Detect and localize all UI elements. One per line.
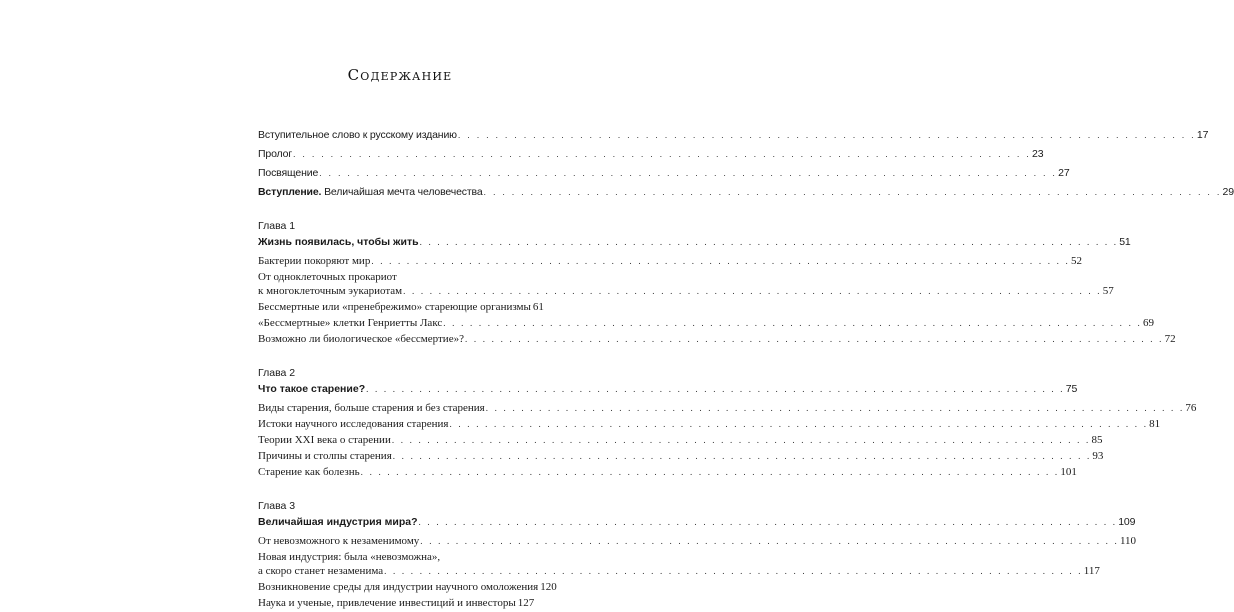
- leader-dots: [319, 166, 1057, 180]
- toc-entry-chapter-3[interactable]: [258, 515, 1136, 529]
- chapter-label: Глава 1: [258, 220, 296, 232]
- toc-page-number: 17: [1196, 129, 1209, 141]
- toc-entry-subsection[interactable]: [258, 332, 1176, 346]
- toc-page-number: 127: [517, 597, 535, 609]
- toc-entry-subsection[interactable]: [258, 401, 1197, 415]
- toc-page-number: 23: [1032, 148, 1044, 160]
- toc-page-number: 52: [1070, 255, 1082, 267]
- toc-page-number: 120: [540, 581, 557, 593]
- leader-dots: [458, 128, 1196, 142]
- toc-page-number: 29: [1222, 186, 1234, 198]
- toc-entry-label: а скоро станет незаменима: [258, 565, 384, 577]
- toc-entry-introduction[interactable]: [258, 185, 1234, 199]
- toc-entry-label: Пролог: [258, 148, 293, 160]
- toc-entry-label: к многоклеточным эукариотам: [258, 285, 403, 297]
- leader-dots: [293, 147, 1031, 161]
- toc-entry-chapter-2[interactable]: [258, 382, 1078, 396]
- toc-page-number: 101: [1060, 466, 1077, 478]
- chapter-label: Глава 2: [258, 367, 296, 379]
- leader-dots: [419, 515, 1118, 529]
- toc-page-number: 72: [1164, 333, 1176, 345]
- toc-page-number: 75: [1065, 383, 1078, 395]
- toc-page-number: 85: [1091, 434, 1103, 446]
- toc-entry-label: Истоки научного исследования старения: [258, 418, 449, 430]
- toc-entry-foreword[interactable]: [258, 128, 1209, 142]
- toc-entry-label: Виды старения, больше старения и без старения: [258, 402, 485, 414]
- leader-dots: [403, 284, 1102, 298]
- toc-entry-subsection[interactable]: [258, 449, 1104, 463]
- toc-entry-label: Бактерии покоряют мир: [258, 255, 371, 267]
- leader-dots: [420, 235, 1119, 249]
- leader-dots: [384, 564, 1083, 578]
- toc-entry-subsection[interactable]: [258, 316, 1154, 330]
- toc-entry-label: Вступительное слово к русскому изданию: [258, 129, 457, 141]
- toc-page-number: 93: [1092, 450, 1104, 462]
- toc-entry-label: [258, 185, 483, 199]
- chapter-2-section: [258, 366, 1197, 479]
- toc-entry-label: «Бессмертные» клетки Генриетты Лакс: [258, 317, 443, 329]
- leader-dots: [366, 382, 1065, 396]
- toc-entry-subsection[interactable]: [258, 300, 544, 314]
- chapter-title: Жизнь появилась, чтобы жить: [258, 236, 419, 248]
- table-of-contents: [258, 128, 1234, 612]
- toc-entry-label: Бессмертные или «пренебрежимо» стареющие организмы: [258, 301, 531, 313]
- toc-entry-label-line1: Новая индустрия: была «невозможна»,: [258, 551, 441, 563]
- chapter-1-section: [258, 219, 1176, 346]
- toc-entry-subsection[interactable]: [258, 580, 557, 594]
- leader-dots: [486, 401, 1185, 415]
- toc-entry-label: Теории XXI века о старении: [258, 434, 391, 446]
- leader-dots: [393, 449, 1092, 463]
- leader-dots: [465, 332, 1164, 346]
- leader-dots: [361, 465, 1060, 479]
- toc-entry-subsection[interactable]: [258, 284, 1114, 298]
- chapter-title: Что такое старение?: [258, 383, 366, 395]
- leader-dots: [371, 254, 1070, 268]
- toc-page-number: 117: [1083, 565, 1100, 577]
- toc-entry-subsection[interactable]: [258, 534, 1137, 548]
- toc-page-number: 110: [1119, 535, 1137, 547]
- toc-entry-dedication[interactable]: [258, 166, 1070, 180]
- chapter-label: Глава 3: [258, 500, 296, 512]
- toc-entry-subsection[interactable]: [258, 465, 1077, 479]
- toc-page-number: 57: [1102, 285, 1114, 297]
- leader-dots: [443, 316, 1142, 330]
- toc-entry-subsection[interactable]: [258, 417, 1161, 431]
- toc-entry-subsection[interactable]: [258, 254, 1082, 268]
- page-title: Содержание: [347, 66, 453, 84]
- toc-entry-label-line1: От одноклеточных прокариот: [258, 271, 397, 283]
- toc-page-number: 109: [1118, 516, 1136, 528]
- toc-entry-label: Старение как болезнь: [258, 466, 360, 478]
- leader-dots: [450, 417, 1149, 431]
- toc-entry-label: Наука и ученые, привлечение инвестиций и инвесторы: [258, 597, 516, 609]
- toc-entry-label: Причины и столпы старения: [258, 450, 392, 462]
- toc-page-number: 76: [1185, 402, 1197, 414]
- toc-entry-label: Возможно ли биологическое «бессмертие»?: [258, 333, 464, 345]
- toc-page-number: 27: [1058, 167, 1070, 179]
- leader-dots: [484, 185, 1222, 199]
- toc-entry-subsection[interactable]: [258, 564, 1100, 578]
- toc-entry-subsection[interactable]: [258, 433, 1103, 447]
- toc-page-number: 69: [1142, 317, 1154, 329]
- toc-entry-chapter-1[interactable]: [258, 235, 1131, 249]
- leader-dots: [420, 534, 1119, 548]
- toc-entry-label: От невозможного к незаменимому: [258, 535, 420, 547]
- toc-page-number: 81: [1149, 418, 1161, 430]
- toc-entry-label: Посвящение: [258, 167, 319, 179]
- toc-entry-label: Возникновение среды для индустрии научного омоложения: [258, 581, 539, 593]
- toc-entry-label-rest: Величайшая мечта человечества: [321, 186, 483, 198]
- leader-dots: [392, 433, 1091, 447]
- chapter-3-section: [258, 499, 1137, 610]
- toc-page-number: 61: [532, 301, 544, 313]
- toc-entry-subsection[interactable]: [258, 596, 535, 610]
- chapter-title: Величайшая индустрия мира?: [258, 516, 418, 528]
- toc-entry-label-bold: Вступление.: [258, 186, 322, 198]
- toc-page-number: 51: [1119, 236, 1131, 248]
- toc-entry-prologue[interactable]: [258, 147, 1044, 161]
